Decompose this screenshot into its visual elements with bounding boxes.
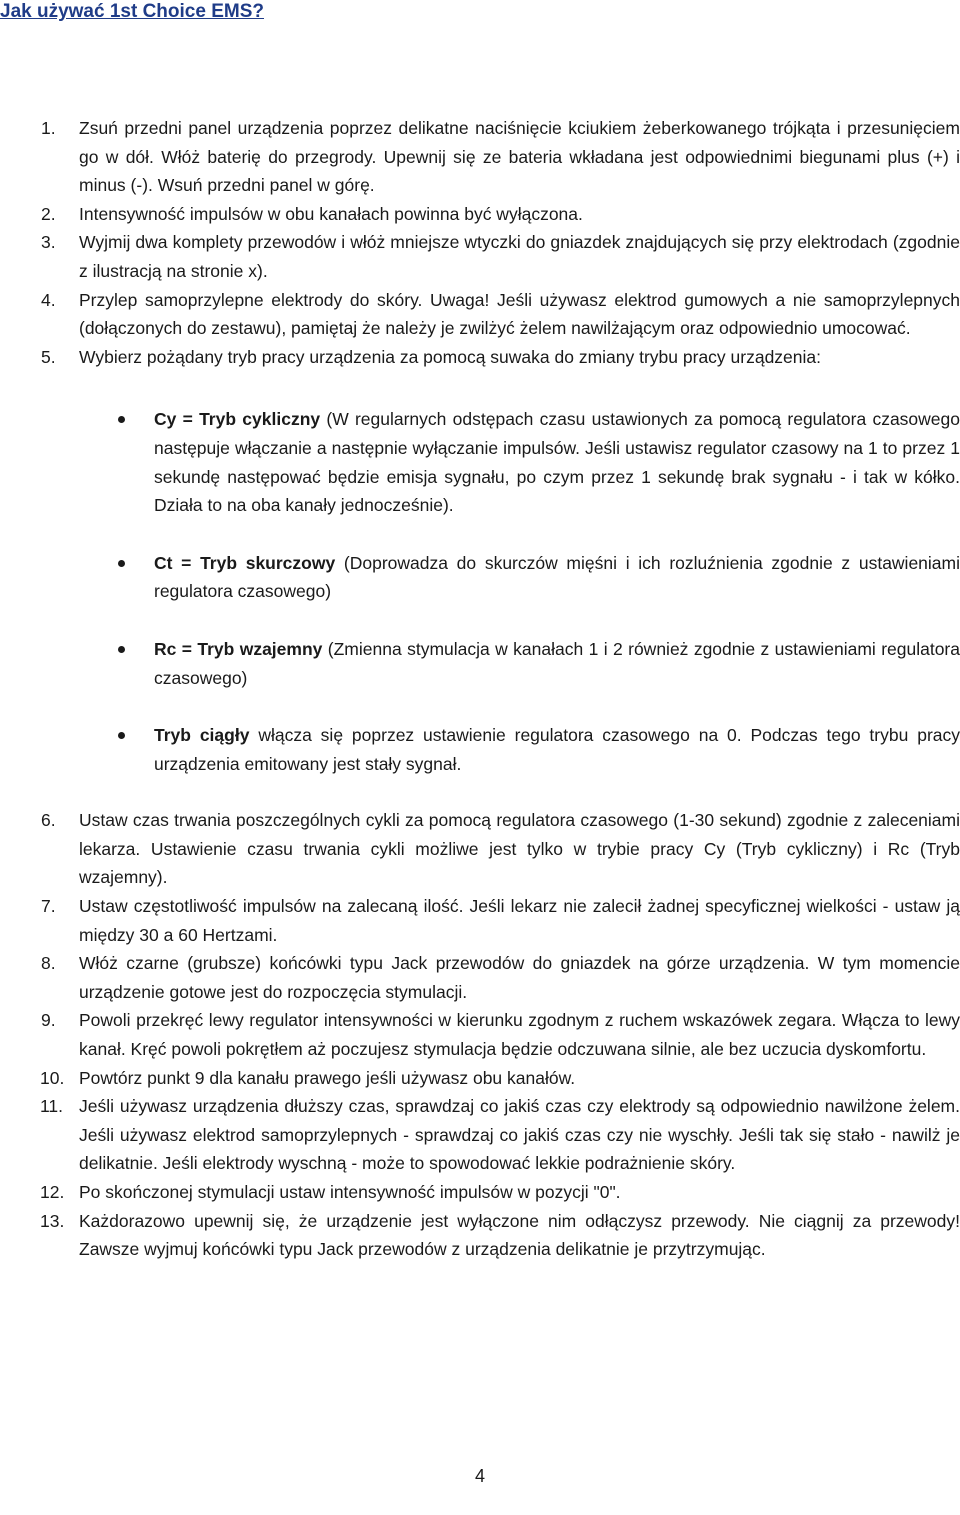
step-text: Każdorazowo upewnij się, że urządzenie jest wyłączone nim odłączysz przewody. Nie ciągnij za przewody! Zawsze wyjmuj końcówki typu Jack przewodów z urządzenia delikatnie je przytrzymując. [79, 1210, 960, 1260]
step-number: 2. [41, 203, 56, 224]
step-number: 8. [41, 953, 56, 974]
mode-description: (Zmienna stymulacja w kanałach 1 i 2 również zgodnie z ustawieniami regulatora czasowego) [154, 638, 960, 688]
mode-list [0, 405, 960, 778]
step-number: 4. [41, 289, 56, 310]
step-item [0, 1006, 960, 1063]
step-text: Po skończonej stymulacji ustaw intensywność impulsów w pozycji "0". [79, 1182, 621, 1202]
step-number: 7. [41, 896, 56, 917]
step-number: 9. [41, 1010, 56, 1031]
step-item [0, 114, 960, 200]
step-item [0, 200, 960, 229]
mode-item [0, 635, 960, 692]
step-text: Wybierz pożądany tryb pracy urządzenia za pomocą suwaka do zmiany trybu pracy urządzenia: [79, 346, 822, 367]
step-number: 12. [40, 1182, 65, 1202]
step-number: 3. [41, 232, 56, 253]
step-number: 6. [41, 810, 56, 831]
step-number: 10. [40, 1067, 65, 1088]
step-text: Wyjmij dwa komplety przewodów i włóż mniejsze wtyczki do gniazdek znajdujących się przy elektrodach (zgodnie z ilustracją na stronie x). [79, 232, 960, 281]
instructions-body [0, 114, 960, 1264]
step-item [0, 1092, 960, 1178]
mode-item [0, 721, 960, 778]
step-text: Powtórz punkt 9 dla kanału prawego jeśli używasz obu kanałów. [79, 1067, 576, 1088]
mode-description: włącza się poprzez ustawienie regulatora czasowego na 0. Podczas tego trybu pracy urządzenia emitowany jest stały sygnał. [154, 725, 960, 774]
step-text: Ustaw czas trwania poszczególnych cykli za pomocą regulatora czasowego (1-30 sekund) zgodnie z zaleceniami lekarza. Ustawienie czasu trwania cykli możliwe jest tylko w trybie pracy Cy (Tryb cykliczny) i Rc (Tryb wzajemny). [79, 810, 960, 888]
step-number: 1. [41, 118, 56, 138]
step-text: Powoli przekręć lewy regulator intensywności w kierunku zgodnym z ruchem wskazówek zegara. Włącza to lewy kanał. Kręć powoli pokrętłem aż poczujesz stymulacja będzie odczuwana silnie, ale bez uczucia dyskomfortu. [79, 1010, 960, 1060]
step-text: Zsuń przedni panel urządzenia poprzez delikatne naciśnięcie kciukiem żeberkowanego trójkąta i przesunięciem go w dół. Włóż baterię do przegrody. Upewnij się ze bateria wkładana jest odpowiednimi biegunami plus (+) i minus (-). Wsuń przedni panel w górę. [79, 118, 960, 196]
step-item [0, 806, 960, 892]
step-item [0, 1064, 960, 1093]
mode-description: (W regularnych odstępach czasu ustawionych za pomocą regulatora czasowego następuje włączanie a następnie wyłączanie impulsów. Jeśli ustawisz regulator czasowy na 1 to przez 1 sekundę następować będzie emisja sygnału, po czym przez 1 sekundę brak sygnału - i tak w kółko. Działa to na oba kanały jednocześnie). [154, 409, 960, 516]
bullet-icon [118, 416, 125, 423]
mode-term: Tryb ciągły [154, 725, 250, 746]
bullet-icon [118, 646, 125, 653]
mode-term: Ct = Tryb skurczowy [154, 552, 336, 573]
bullet-icon [118, 732, 125, 739]
mode-term: Rc = Tryb wzajemny [154, 638, 323, 659]
step-item [0, 1207, 960, 1264]
step-text: Jeśli używasz urządzenia dłuższy czas, sprawdzaj co jakiś czas czy elektrody są odpowiednio nawilżone żelem. Jeśli używasz elektrod samoprzylepnych - sprawdzaj co jakiś czas czy nie wyschły. Jeśli tak się stało - nawilż je delikatnie. Jeśli elektrody wyschną - może to spowodować lekkie podrażnienie skóry. [79, 1096, 960, 1174]
step-item [0, 949, 960, 1006]
step-text: Przylep samoprzylepne elektrody do skóry. Uwaga! Jeśli używasz elektrod gumowych a nie samoprzylepnych (dołączonych do zestawu), pamiętaj że należy je zwilżyć żelem nawilżającym oraz odpowiednio umocować. [79, 289, 960, 339]
mode-item [0, 549, 960, 606]
mode-item [0, 405, 960, 519]
step-number: 13. [40, 1210, 65, 1231]
step-item [0, 228, 960, 285]
step-text: Intensywność impulsów w obu kanałach powinna być wyłączona. [79, 203, 583, 224]
mode-description: (Doprowadza do skurczów mięśni i ich rozluźnienia zgodnie z ustawieniami regulatora czasowego) [154, 552, 960, 602]
step-number: 5. [41, 346, 56, 367]
step-text: Ustaw częstotliwość impulsów na zalecaną ilość. Jeśli lekarz nie zalecił żadnej specyficznej wielkości - ustaw ją między 30 a 60 Hertzami. [79, 896, 960, 945]
page-number: 4 [474, 1466, 485, 1486]
page-title: Jak używać 1st Choice EMS? [0, 1, 264, 22]
bullet-icon [118, 560, 125, 567]
step-item [0, 343, 960, 372]
step-item [0, 1178, 960, 1207]
step-item [0, 892, 960, 949]
step-item [0, 286, 960, 343]
step-number: 11. [40, 1096, 64, 1117]
step-text: Włóż czarne (grubsze) końcówki typu Jack przewodów do gniazdek na górze urządzenia. W tym momencie urządzenie gotowe jest do rozpoczęcia stymulacji. [79, 953, 960, 1002]
mode-term: Cy = Tryb cykliczny [154, 409, 321, 430]
